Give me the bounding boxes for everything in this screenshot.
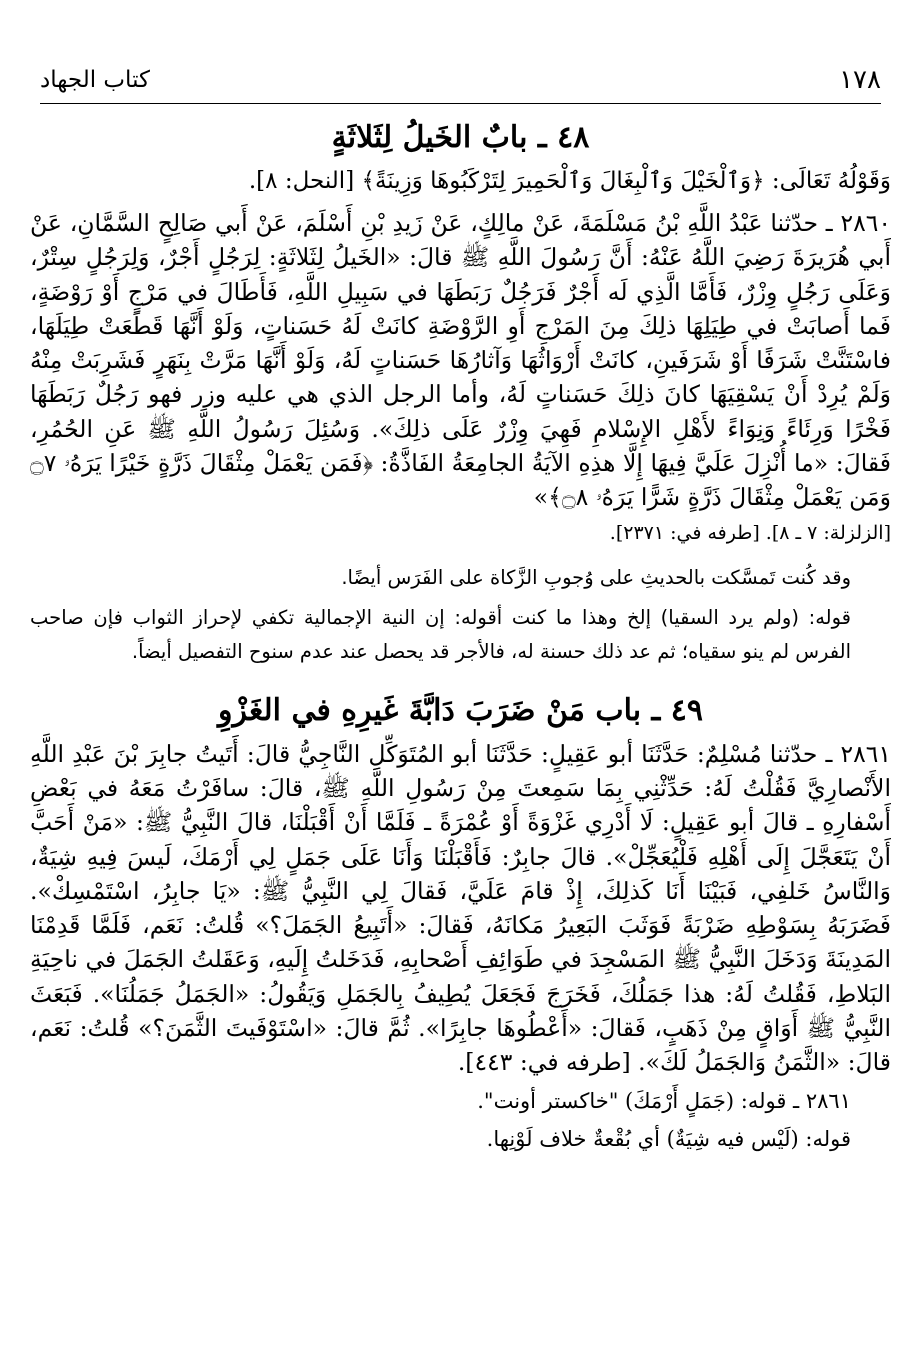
hadith-2860-reference: [الزلزلة: ٧ ـ ٨]. [طرفه في: ٢٣٧١]. bbox=[609, 521, 891, 544]
hadith-2861-gloss-2: قوله: (لَيْس فيه شِيَةٌ) أي بُقْعةٌ خلاف لَوْنِها. bbox=[486, 1126, 851, 1151]
chapter-48-verse: وَقَوْلُهُ تَعَالَى: ﴿وَٱلْخَيْلَ وَٱلْبِغَالَ وَٱلْحَمِيرَ لِتَرْكَبُوهَا وَزِينَةً﴾ [النحل: ٨]. bbox=[248, 168, 891, 194]
header-divider bbox=[40, 103, 881, 104]
hadith-2861-gloss-1: ٢٨٦١ ـ قوله: (جَمَلٍ أَرْمَكَ) "خاكستر أونت". bbox=[477, 1088, 851, 1113]
page-number: ١٧٨ bbox=[839, 65, 881, 95]
page-header bbox=[40, 60, 881, 100]
chapter-48-commentary: قوله: (ولم يرد السقيا) إلخ وهذا ما كنت أقوله: إن النية الإجمالية تكفي لإحراز الثواب فإن صاحب الفرس لم ينو سقياه؛ ثم عد ذلك حسنة له، فالأجر قد يحصل عند عدم سنوح التفصيل أيضاً. bbox=[30, 605, 851, 663]
hadith-2860: ٢٨٦٠ ـ حدّثنا عَبْدُ اللَّهِ بْنُ مَسْلَمَةَ، عَنْ مالِكٍ، عَنْ زَيدِ بْنِ أَسْلَمَ، عَنْ أَبي صَالِحٍ السَّمَّانِ، عَنْ أَبي هُرَيرَةَ رَضِيَ اللَّهُ عَنْهُ: أَنَّ رَسُولَ اللَّهِ ﷺ قالَ: «الخَيلُ لِثَلاثَةٍ: لِرَجُلٍ أَجْرٌ، وَلِرَجُلٍ سِتْرٌ، وَعَلَى رَجُلٍ وِزْرٌ، فَأَمَّا الَّذِي لَه أَجْرٌ فَرَجُلٌ رَبَطَهَا في سَبِيلِ اللَّهِ، فَأَطَالَ في مَرْجٍ أَوْ رَوْضَةٍ، فَما أَصابَتْ في طِيَلِهَا ذلِكَ مِنَ المَرْجِ أَوِ الرَّوْضَةِ كانَتْ لَهُ حَسَناتٍ، وَلَوْ أَنَّهَا قَطَعَتْ طِيَلَهَا، فاسْتَنَّتْ شَرَفًا أَوْ شَرَفَينِ، كانَتْ أَرْوَاثُهَا وَآثارُهَا حَسَناتٍ لَهُ، وَلَوْ أَنَّهَا مَرَّتْ بِنَهَرٍ فَشَرِبَتْ مِنْهُ وَلَمْ يُرِدْ أَنْ يَسْقِيَهَا كانَ ذلِكَ حَسَناتٍ لَهُ، وأما الرجل الذي هي عليه وزر فهو رَجُلٌ رَبَطَهَا فَخْرًا وَرِئَاءً وَنِوَاءً لأَهْلِ الإِسْلامِ فَهِيَ وِزْرٌ عَلَى ذلِكَ». وَسُئِلَ رَسُولُ اللَّهِ ﷺ عَنِ الحُمُرِ، فَقالَ: «ما أُنْزِلَ عَلَيَّ فِيهَا إِلَّا هذِهِ الآيَةُ الجامِعَةُ الفَاذَّةُ: ﴿فَمَن يَعْمَلْ مِثْقَالَ ذَرَّةٍ خَيْرًا يَرَهُۥ ۝٧ وَمَن يَعْمَلْ مِثْقَالَ ذَرَّةٍ شَرًّا يَرَهُۥ ۝٨﴾» bbox=[30, 209, 891, 512]
chapter-48-note: وقد كُنت تَمسَّكت بالحديثِ على وُجوبِ الزَّكاة على الفَرَس أيضًا. bbox=[341, 565, 851, 589]
chapter-49-title: ٤٩ ـ باب مَنْ ضَرَبَ دَابَّةَ غَيرِهِ في الغَزْوِ bbox=[218, 692, 703, 728]
book-title: كتاب الجهاد bbox=[40, 67, 150, 93]
hadith-2861: ٢٨٦١ ـ حدّثنا مُسْلِمٌ: حَدَّثَنَا أبو عَقِيلٍ: حَدَّثَنَا أبو المُتَوَكِّلِ النَّاجِيُّ قالَ: أَتَيتُ جابِرَ بْنَ عَبْدِ اللَّهِ الأَنْصارِيَّ فَقُلْتُ لَهُ: حَدِّثْنِي بِمَا سَمِعتَ مِنْ رَسُولِ اللَّهِ ﷺ، قالَ: سافَرْتُ مَعَهُ في بَعْضِ أَسْفارِهِ ـ قالَ أبو عَقِيلٍ: لَا أَدْرِي غَزْوَةً أَوْ عُمْرَةً ـ فَلَمَّا أَنْ أَقْبَلْنَا، قالَ النَّبِيُّ ﷺ: «مَنْ أَحَبَّ أَنْ يَتَعَجَّلَ إِلَى أَهْلِهِ فَلْيُعَجِّلْ». قالَ جابِرٌ: فَأَقْبَلْنَا وَأَنَا عَلَى جَمَلٍ لِي أَرْمَكَ، لَيسَ فِيهِ شِيَةٌ، وَالنَّاسُ خَلفِي، فَبَيْنَا أَنَا كَذلِكَ، إِذْ قامَ عَلَيَّ، فَقالَ لِي النَّبِيُّ ﷺ: «يَا جابِرُ، اسْتَمْسِكْ». فَضَرَبَهُ بِسَوْطِهِ ضَرْبَةً فَوَثَبَ البَعِيرُ مَكانَهُ، فَقالَ: «أَتَبِيعُ الجَمَلَ؟» قُلتُ: نَعَم، فَلَمَّا قَدِمْنَا المَدِينَةَ وَدَخَلَ النَّبِيُّ ﷺ المَسْجِدَ في طَوَائِفِ أَصْحابِهِ، فَدَخَلتُ إِلَيهِ، وَعَقَلتُ الجَمَلَ في ناحِيَةِ البَلاطِ، فَقُلتُ لَهُ: هذا جَمَلُكَ، فَخَرَجَ فَجَعَلَ يُطِيفُ بِالجَمَلِ وَيَقُولُ: «الجَمَلُ جَمَلُنَا». فَبَعَثَ النَّبِيُّ ﷺ أَوَاقٍ مِنْ ذَهَبٍ، فَقالَ: «أَعْطُوهَا جابِرًا». ثُمَّ قالَ: «اسْتَوْفَيتَ الثَّمَنَ؟» قُلتُ: نَعَم، قالَ: «الثَّمَنُ وَالجَمَلُ لَكَ». [طرفه في: ٤٤٣]. bbox=[30, 739, 891, 1077]
chapter-48-title: ٤٨ ـ بابٌ الخَيلُ لِثَلاثَةٍ bbox=[331, 120, 590, 155]
page-content bbox=[30, 118, 891, 1338]
